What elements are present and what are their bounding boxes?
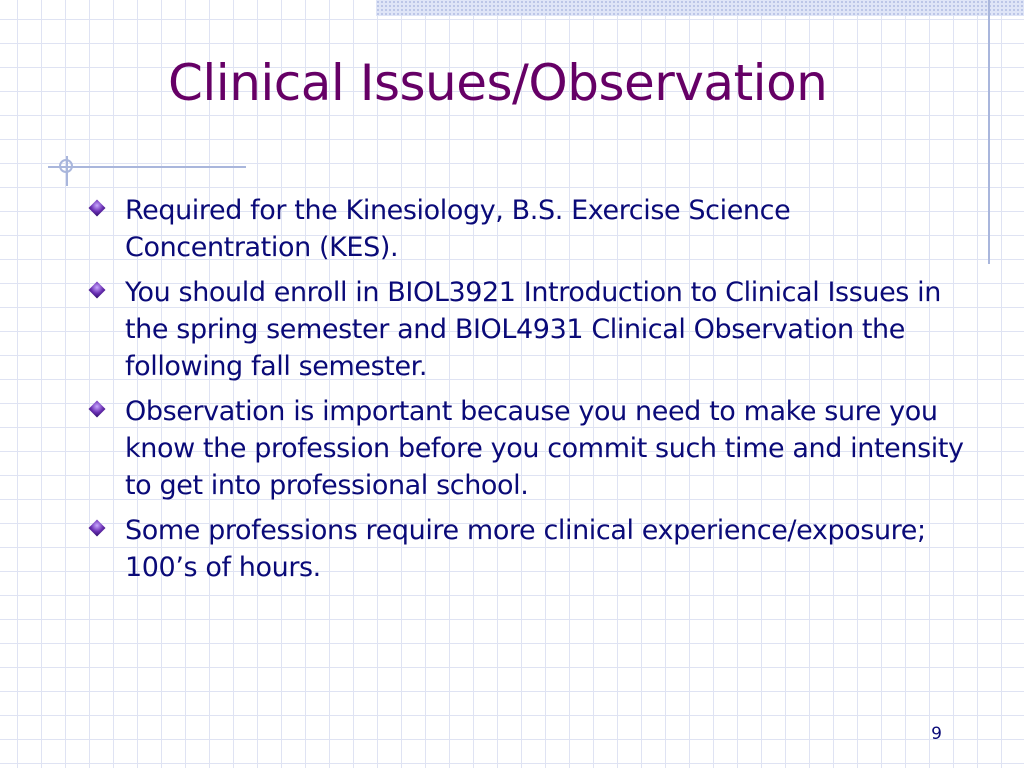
bullet-item: [88, 192, 968, 266]
diamond-bullet-icon: [89, 200, 106, 217]
slide-title: Clinical Issues/Observation: [168, 54, 828, 112]
page-number: 9: [931, 724, 942, 744]
diamond-bullet-icon: [89, 401, 106, 418]
diamond-bullet-icon: [89, 282, 106, 299]
diamond-bullet-icon: [89, 520, 106, 537]
crosshair-horizontal-line: [48, 166, 246, 168]
bullet-item: [88, 393, 968, 504]
bullet-text: Some professions require more clinical experience/exposure; 100’s of hours.: [125, 515, 926, 583]
bullet-text: You should enroll in BIOL3921 Introduction to Clinical Issues in the spring semester and BIOL4931 Clinical Observation the following fall semester.: [125, 277, 941, 382]
top-decorative-band: [376, 0, 1024, 16]
bullet-item: [88, 274, 968, 385]
bullet-list: [88, 192, 968, 594]
bullet-text: Observation is important because you need to make sure you know the profession before you commit such time and intensity to get into professional school.: [125, 396, 964, 501]
crosshair-circle-icon: [59, 159, 73, 173]
right-decorative-rule: [988, 0, 990, 264]
bullet-item: [88, 512, 968, 586]
bullet-text: Required for the Kinesiology, B.S. Exercise Science Concentration (KES).: [125, 195, 791, 263]
